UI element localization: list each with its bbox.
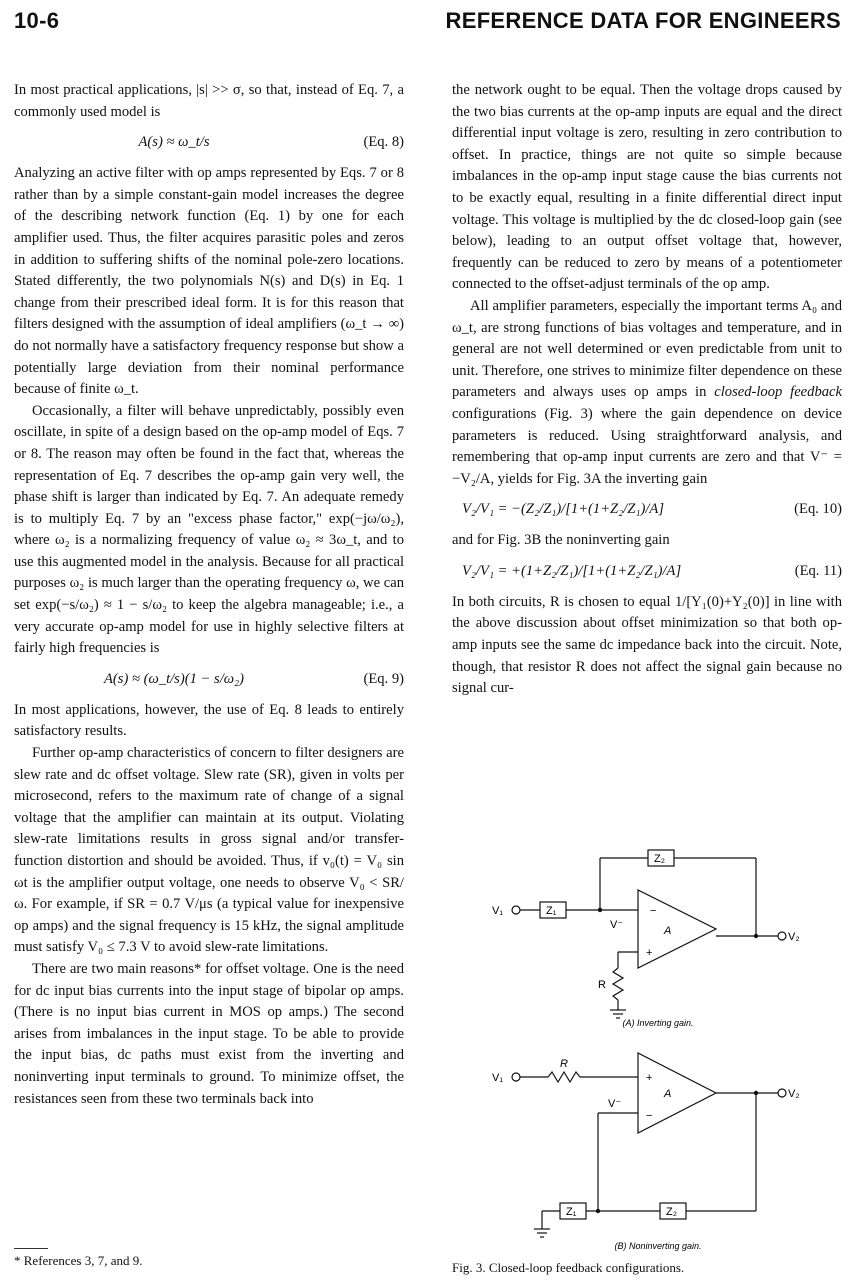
equation-label: (Eq. 11)	[794, 563, 842, 580]
paragraph: In both circuits, R is chosen to equal 1/[Y₁(0)+Y₂(0)] in line with the above discussion about offset minimization so that both op-amp inputs see the same dc impedance back into the circuit. Note, though, that resistor R does not affect the signal gain because no signal cur-	[452, 593, 842, 697]
paragraph: In most applications, however, the use of Eq. 8 leads to entirely satisfactory results.	[14, 701, 404, 740]
label-v1: V₁	[492, 1072, 504, 1084]
figure-3	[478, 818, 838, 1258]
text-run: All amplifier parameters, especially the important terms A₀ and ω_t, are strong functions of bias voltages and temperature, and in general are not well determined or even predictable from unit to unit. Therefore, one strives to minimize filter dependence on these parameters and always uses op amps in	[452, 297, 842, 401]
equation-expression: A(s) ≈ (ω_t/s)(1 − s/ω₂)	[103, 671, 244, 688]
right-column	[452, 80, 842, 700]
equation-8	[14, 129, 404, 157]
noninverting-circuit-diagram	[478, 1033, 838, 1253]
label-plus: +	[646, 1072, 653, 1084]
left-column	[14, 80, 404, 1110]
figure-caption: Fig. 3. Closed-loop feedback configurations.	[452, 1260, 685, 1275]
label-z1: Z₁	[566, 1206, 577, 1218]
equation-9	[14, 666, 404, 694]
label-v1: V₁	[492, 905, 504, 917]
equation-label: (Eq. 10)	[794, 501, 842, 518]
label-v-minus: V⁻	[608, 1098, 622, 1110]
label-z2: Z₂	[654, 853, 665, 865]
paragraph: and for Fig. 3B the noninverting gain	[452, 532, 670, 549]
label-z1: Z₁	[546, 905, 557, 917]
equation-10	[452, 496, 842, 524]
equation-expression: V₂/V₁ = −(Z₂/Z₁)/[1+(1+Z₂/Z₁)/A]	[462, 501, 665, 518]
footnote: * References 3, 7, and 9.	[14, 1253, 143, 1268]
paragraph	[452, 296, 842, 490]
equation-expression: A(s) ≈ ω_t/s	[138, 134, 210, 151]
running-title: REFERENCE DATA FOR ENGINEERS	[445, 8, 841, 33]
label-a: A	[664, 1088, 672, 1100]
paragraph: Further op-amp characteristics of concern to filter designers are slew rate and dc offset voltage. Slew rate (SR), given in volts per microsecond, refers to the maximum rate of change of a signal voltage that the amplifier can maintain at its output. Violating slew-rate limitations results in gross signal and/or transfer-function distortion and should be avoided. Thus, if v₀(t) = V₀ sin ωt is the amplifier output voltage, one needs to observe V₀ < SR/ω. For example, if SR = 0.7 V/μs (a typical value for inexpensive op amps) and the signal frequency is 15 kHz, the signal amplitude must satisfy V₀ ≤ 7.3 V to avoid slew-rate limitations.	[14, 745, 404, 956]
label-v2: V₂	[788, 1088, 800, 1100]
footnote-rule	[14, 1248, 48, 1249]
inverting-circuit-diagram	[478, 818, 838, 1033]
equation-label: (Eq. 9)	[363, 671, 404, 688]
label-r: R	[560, 1058, 568, 1070]
paragraph: Occasionally, a filter will behave unpredictably, possibly even oscillate, in spite of a design based on the op-amp model of Eqs. 7 or 8. The reason may often be found in the fact that, whereas the representation of Eq. 7 describes the op-amp gain very well, the phase shift is larger than indicated by Eq. 7. An adequate remedy is to multiply Eq. 7 by an "excess phase factor," exp(−jω/ω₂), where ω₂ is a normalizing frequency of value ω₂ ≈ 3ω_t, and to use this augmented model in the analysis. Because for all practical purposes ω₂ is much larger than the operating frequency ω, we can set exp(−s/ω₂) ≈ 1 − s/ω₂ to keep the algebra manageable; i.e., a very accurate op-amp model for use in highly selective filters at fairly high frequencies is	[14, 402, 404, 657]
equation-11	[452, 558, 842, 586]
page-number: 10-6	[14, 8, 60, 33]
label-v2: V₂	[788, 931, 800, 943]
label-minus: −	[650, 905, 657, 917]
equation-label: (Eq. 8)	[363, 134, 404, 151]
paragraph: There are two main reasons* for offset voltage. One is the need for dc input bias currents into the input stage of bipolar op amps. (There is no input bias current in MOS op amps.) The second arises from imbalances in the input stage. To be able to provide the input bias, dc paths must exist from the inverting and noninverting input terminals to ground. To minimize offset, the resistances seen from these two terminals back into	[14, 960, 404, 1107]
paragraph: the network ought to be equal. Then the voltage drops caused by the two bias currents at the op-amp inputs are equal and the direct differential input voltage is zero, resulting in zero contribution to offset. In practice, things are not quite so simple because imbalances in the op-amp input stage cause the bias currents not to be exactly equal, resulting in a finite differential direct input voltage. This voltage is multiplied by the dc closed-loop gain (see below), leading to an output offset voltage that, however, frequently can be reduced to zero by means of a potentiometer connected to the offset-adjust terminals of the op amp.	[452, 82, 842, 293]
text-run: configurations (Fig. 3) where the gain dependence on device parameters is reduced. Using straightforward analysis, and remembering that op-amp input currents are zero and that V⁻ = −V₂/A, yields for Fig. 3A the inverting gain	[452, 405, 842, 487]
paragraph: Analyzing an active filter with op amps represented by Eqs. 7 or 8 rather than by a simple constant-gain model increases the degree of the describing network function (Eq. 1) by one for each amplifier used. Thus, the filter acquires parasitic poles and zeros in addition to suffering shifts of the nominal pole-zero locations. Stated differently, the two polynomials N(s) and D(s) in Eq. 1 change from their prescribed ideal form. It is for this reason that filters designed with the assumption of ideal amplifiers (ω_t → ∞) do not normally have a satisfactory frequency response but show a potentially large deviation from their nominal performance because of finite ω_t.	[14, 165, 404, 398]
label-v-minus: V⁻	[610, 919, 624, 931]
label-a: A	[664, 925, 672, 937]
equation-expression: V₂/V₁ = +(1+Z₂/Z₁)/[1+(1+Z₂/Z₁)/A]	[462, 563, 682, 580]
label-plus: +	[646, 947, 653, 959]
paragraph: In most practical applications, |s| >> σ, so that, instead of Eq. 7, a commonly used model is	[14, 82, 404, 120]
label-r: R	[598, 979, 606, 991]
subcaption-b: (B) Noninverting gain.	[614, 1241, 702, 1251]
label-z2: Z₂	[666, 1206, 677, 1218]
emphasis: closed-loop feedback	[714, 384, 842, 401]
page-header	[14, 4, 841, 38]
subcaption-a: (A) Inverting gain.	[622, 1018, 694, 1028]
label-minus: −	[646, 1110, 653, 1122]
